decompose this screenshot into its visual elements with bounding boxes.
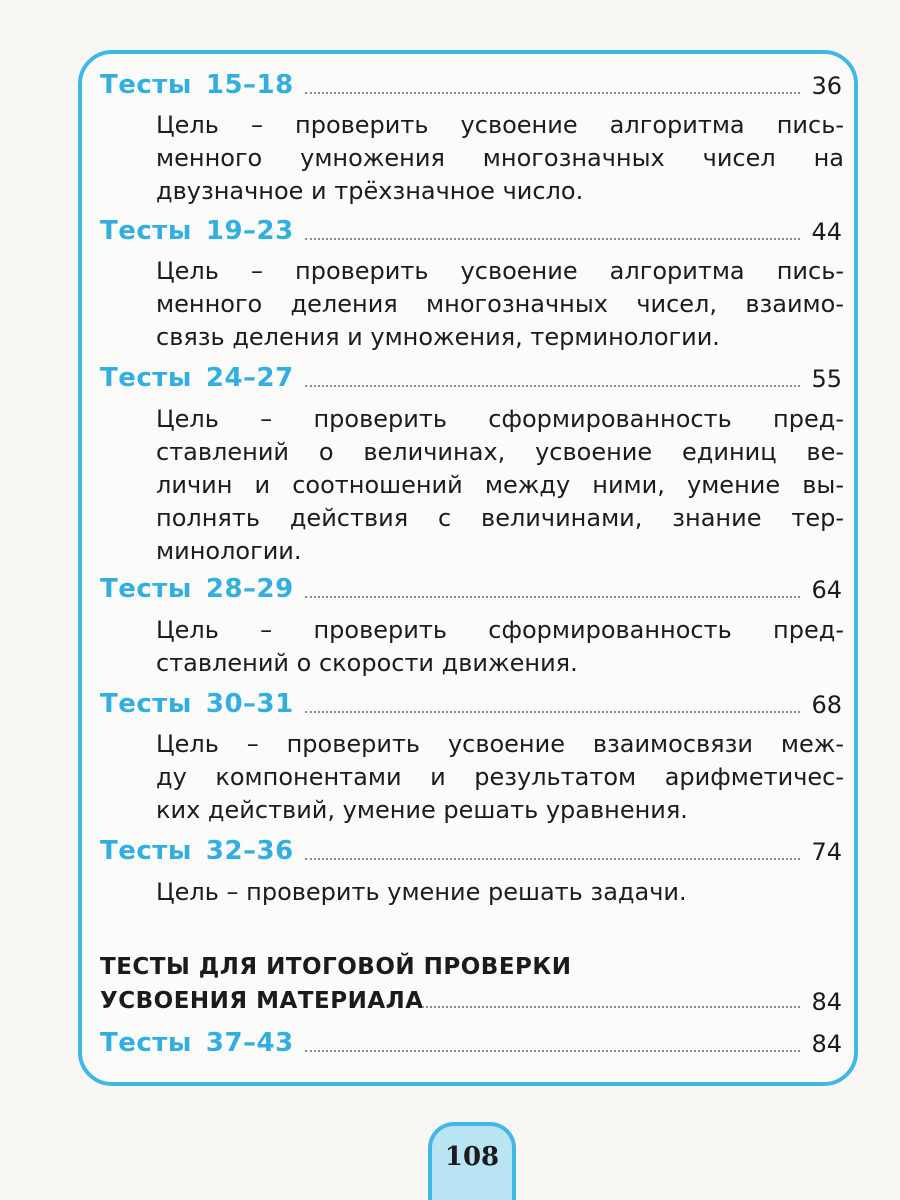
- entry-description: [156, 876, 844, 909]
- toc-entry-final-check[interactable]: [100, 950, 842, 1024]
- entry-title: [100, 1028, 294, 1058]
- dot-leader: [305, 596, 800, 598]
- dot-leader: [305, 385, 800, 387]
- entry-range: 24–27: [205, 363, 294, 393]
- description-line: двузначное и трёхзначное число.: [156, 177, 584, 205]
- entry-page-number: 44: [811, 218, 842, 246]
- entry-label: Тесты: [100, 836, 192, 866]
- section-title-line: УСВОЕНИЯ МАТЕРИАЛА: [100, 988, 424, 1014]
- description-line: Цель – проверить умение решать задачи.: [156, 878, 687, 906]
- description-line: Цель – проверить усвоение алгоритма пись-: [156, 257, 844, 285]
- entry-page-number: 64: [811, 576, 842, 604]
- entry-range: 28–29: [205, 574, 294, 604]
- entry-description: [156, 614, 844, 680]
- entry-range: 37–43: [205, 1028, 294, 1058]
- entry-title: [100, 574, 294, 604]
- toc-entry-30-31[interactable]: [100, 683, 842, 723]
- entry-label: Тесты: [100, 70, 192, 100]
- entry-description: [156, 728, 844, 827]
- description-line: ких действий, умение решать уравнения.: [156, 796, 688, 824]
- description-line: связь деления и умножения, терминологии.: [156, 323, 720, 351]
- entry-page-number: 84: [811, 1030, 842, 1058]
- entry-title: [100, 70, 294, 100]
- dot-leader: [305, 1050, 800, 1052]
- entry-label: Тесты: [100, 689, 192, 719]
- dot-leader: [305, 238, 800, 240]
- entry-label: Тесты: [100, 363, 192, 393]
- page-number-badge: [428, 1122, 516, 1200]
- entry-range: 15–18: [205, 70, 294, 100]
- entry-title: [100, 363, 294, 393]
- dot-leader: [422, 1006, 800, 1008]
- entry-label: Тесты: [100, 216, 192, 246]
- description-line: ставлений о величинах, усвоение единиц ве-: [156, 438, 844, 466]
- description-line: минологии.: [156, 537, 302, 565]
- toc-entry-24-27[interactable]: [100, 357, 842, 397]
- entry-page-number: 84: [811, 988, 842, 1016]
- description-line: полнять действия с величинами, знание тер-: [156, 504, 844, 532]
- description-line: личин и соотношений между ними, умение вы-: [156, 471, 844, 499]
- toc-entry-28-29[interactable]: [100, 568, 842, 608]
- description-line: Цель – проверить усвоение взаимосвязи меж-: [156, 730, 844, 758]
- description-line: Цель – проверить усвоение алгоритма пись-: [156, 111, 844, 139]
- entry-range: 30–31: [205, 689, 294, 719]
- page-number: 108: [444, 1142, 500, 1172]
- description-line: Цель – проверить сформированность пред-: [156, 405, 844, 433]
- description-line: менного деления многозначных чисел, взаимо-: [156, 290, 844, 318]
- toc-entry-32-36[interactable]: [100, 830, 842, 870]
- description-line: менного умножения многозначных чисел на: [156, 144, 844, 172]
- dot-leader: [305, 711, 800, 713]
- entry-title: [100, 689, 294, 719]
- description-line: ду компонентами и результатом арифметичес-: [156, 763, 844, 791]
- entry-description: [156, 255, 844, 354]
- description-line: ставлений о скорости движения.: [156, 649, 578, 677]
- section-title-line: ТЕСТЫ ДЛЯ ИТОГОВОЙ ПРОВЕРКИ: [100, 954, 572, 980]
- entry-label: Тесты: [100, 574, 192, 604]
- toc-entry-37-43[interactable]: [100, 1022, 842, 1062]
- entry-range: 32–36: [205, 836, 294, 866]
- entry-page-number: 55: [811, 365, 842, 393]
- toc-entry-15-18[interactable]: [100, 64, 842, 104]
- entry-label: Тесты: [100, 1028, 192, 1058]
- entry-title: [100, 836, 294, 866]
- dot-leader: [305, 92, 800, 94]
- entry-page-number: 36: [811, 72, 842, 100]
- entry-description: [156, 403, 844, 568]
- entry-range: 19–23: [205, 216, 294, 246]
- entry-page-number: 74: [811, 838, 842, 866]
- toc-entry-19-23[interactable]: [100, 210, 842, 250]
- entry-title: [100, 216, 294, 246]
- description-line: Цель – проверить сформированность пред-: [156, 616, 844, 644]
- entry-description: [156, 109, 844, 208]
- entry-page-number: 68: [811, 691, 842, 719]
- dot-leader: [305, 858, 800, 860]
